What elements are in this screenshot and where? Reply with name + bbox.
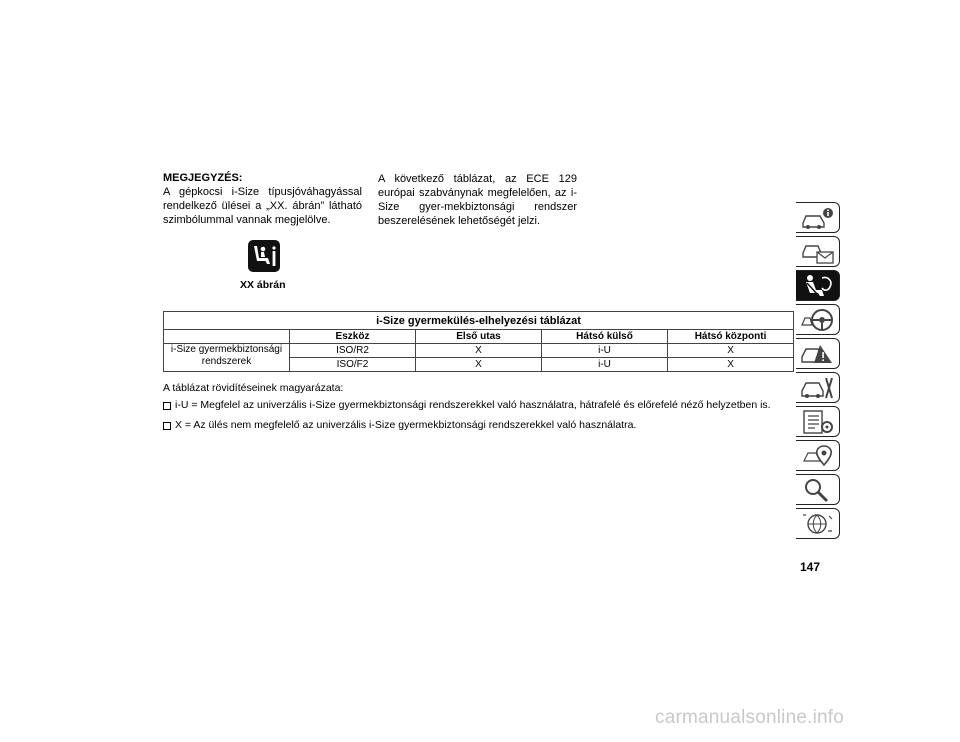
chapter-tab-car-mail[interactable] xyxy=(796,236,840,267)
isize-placement-table xyxy=(163,311,794,372)
chapter-tab-steering[interactable] xyxy=(796,304,840,335)
chapter-tab-car-tools[interactable] xyxy=(796,372,840,403)
isize-child-seat-icon xyxy=(248,240,280,272)
chapter-tab-search[interactable] xyxy=(796,474,840,505)
table-row xyxy=(164,344,794,358)
table-cell: i-U xyxy=(542,344,668,358)
chapter-tab-location[interactable] xyxy=(796,440,840,471)
legend-item-text: i-U = Megfelel az univerzális i-Size gyermekbiztonsági rendszerekkel való használatra, hátrafelé és előrefelé néző helyzetben is. xyxy=(175,399,771,411)
table-cell: ISO/F2 xyxy=(290,358,416,372)
table-header-blank xyxy=(164,330,290,344)
car-tools-icon xyxy=(800,375,836,401)
chapter-tab-index[interactable] xyxy=(796,508,840,539)
table-header-rear-outboard: Hátsó külső xyxy=(542,330,668,344)
legend-title: A táblázat rövidítéseinek magyarázata: xyxy=(163,382,344,394)
table-header-front-passenger: Első utas xyxy=(416,330,542,344)
table-title: i-Size gyermekülés-elhelyezési táblázat xyxy=(164,312,794,330)
table-cell: i-U xyxy=(542,358,668,372)
table-cell: X xyxy=(668,358,794,372)
legend-item-iu xyxy=(163,399,771,411)
steering-wheel-icon xyxy=(800,307,836,333)
service-list-icon xyxy=(800,409,836,435)
table-cell: ISO/R2 xyxy=(290,344,416,358)
figure-caption: XX ábrán xyxy=(240,279,286,291)
car-warning-icon xyxy=(800,341,836,367)
table-header-row xyxy=(164,330,794,344)
car-mail-icon xyxy=(800,239,836,265)
table-header-rear-center: Hátsó központi xyxy=(668,330,794,344)
bullet-box-icon xyxy=(163,402,171,410)
chapter-tab-service[interactable] xyxy=(796,406,840,437)
table-title-row xyxy=(164,312,794,330)
legend-item-text: X = Az ülés nem megfelelő az univerzális i-Size gyermekbiztonsági rendszerekkel való használatra. xyxy=(175,419,637,431)
chapter-tabs xyxy=(796,202,842,542)
chapter-tab-car-warning[interactable] xyxy=(796,338,840,369)
chapter-tab-car-info[interactable] xyxy=(796,202,840,233)
note-text: A gépkocsi i-Size típusjóváhagyással rendelkező ülései a „XX. ábrán” látható szimbólummal vannak megjelölve. xyxy=(163,186,362,226)
bullet-box-icon xyxy=(163,422,171,430)
table-header-device: Eszköz xyxy=(290,330,416,344)
language-index-icon xyxy=(800,511,836,537)
intro-text: A következő táblázat, az ECE 129 európai szabványnak megfelelően, az i-Size gyer-mekbiztonsági rendszer beszerelésének lehetőségét jelzi. xyxy=(378,173,577,227)
table-cell: X xyxy=(416,358,542,372)
search-icon xyxy=(800,477,836,503)
legend-item-x xyxy=(163,419,636,431)
table-row-label: i-Size gyermekbiztonsági rendszerek xyxy=(164,344,290,372)
table-cell: X xyxy=(416,344,542,358)
airbag-seatbelt-icon xyxy=(800,273,836,299)
chapter-tab-safety[interactable] xyxy=(796,270,840,301)
table-cell: X xyxy=(668,344,794,358)
car-info-icon xyxy=(800,205,836,231)
note-heading: MEGJEGYZÉS: xyxy=(163,172,243,184)
page-number: 147 xyxy=(800,560,821,574)
map-pin-icon xyxy=(800,443,836,469)
watermark: carmanualsonline.info xyxy=(655,707,845,728)
